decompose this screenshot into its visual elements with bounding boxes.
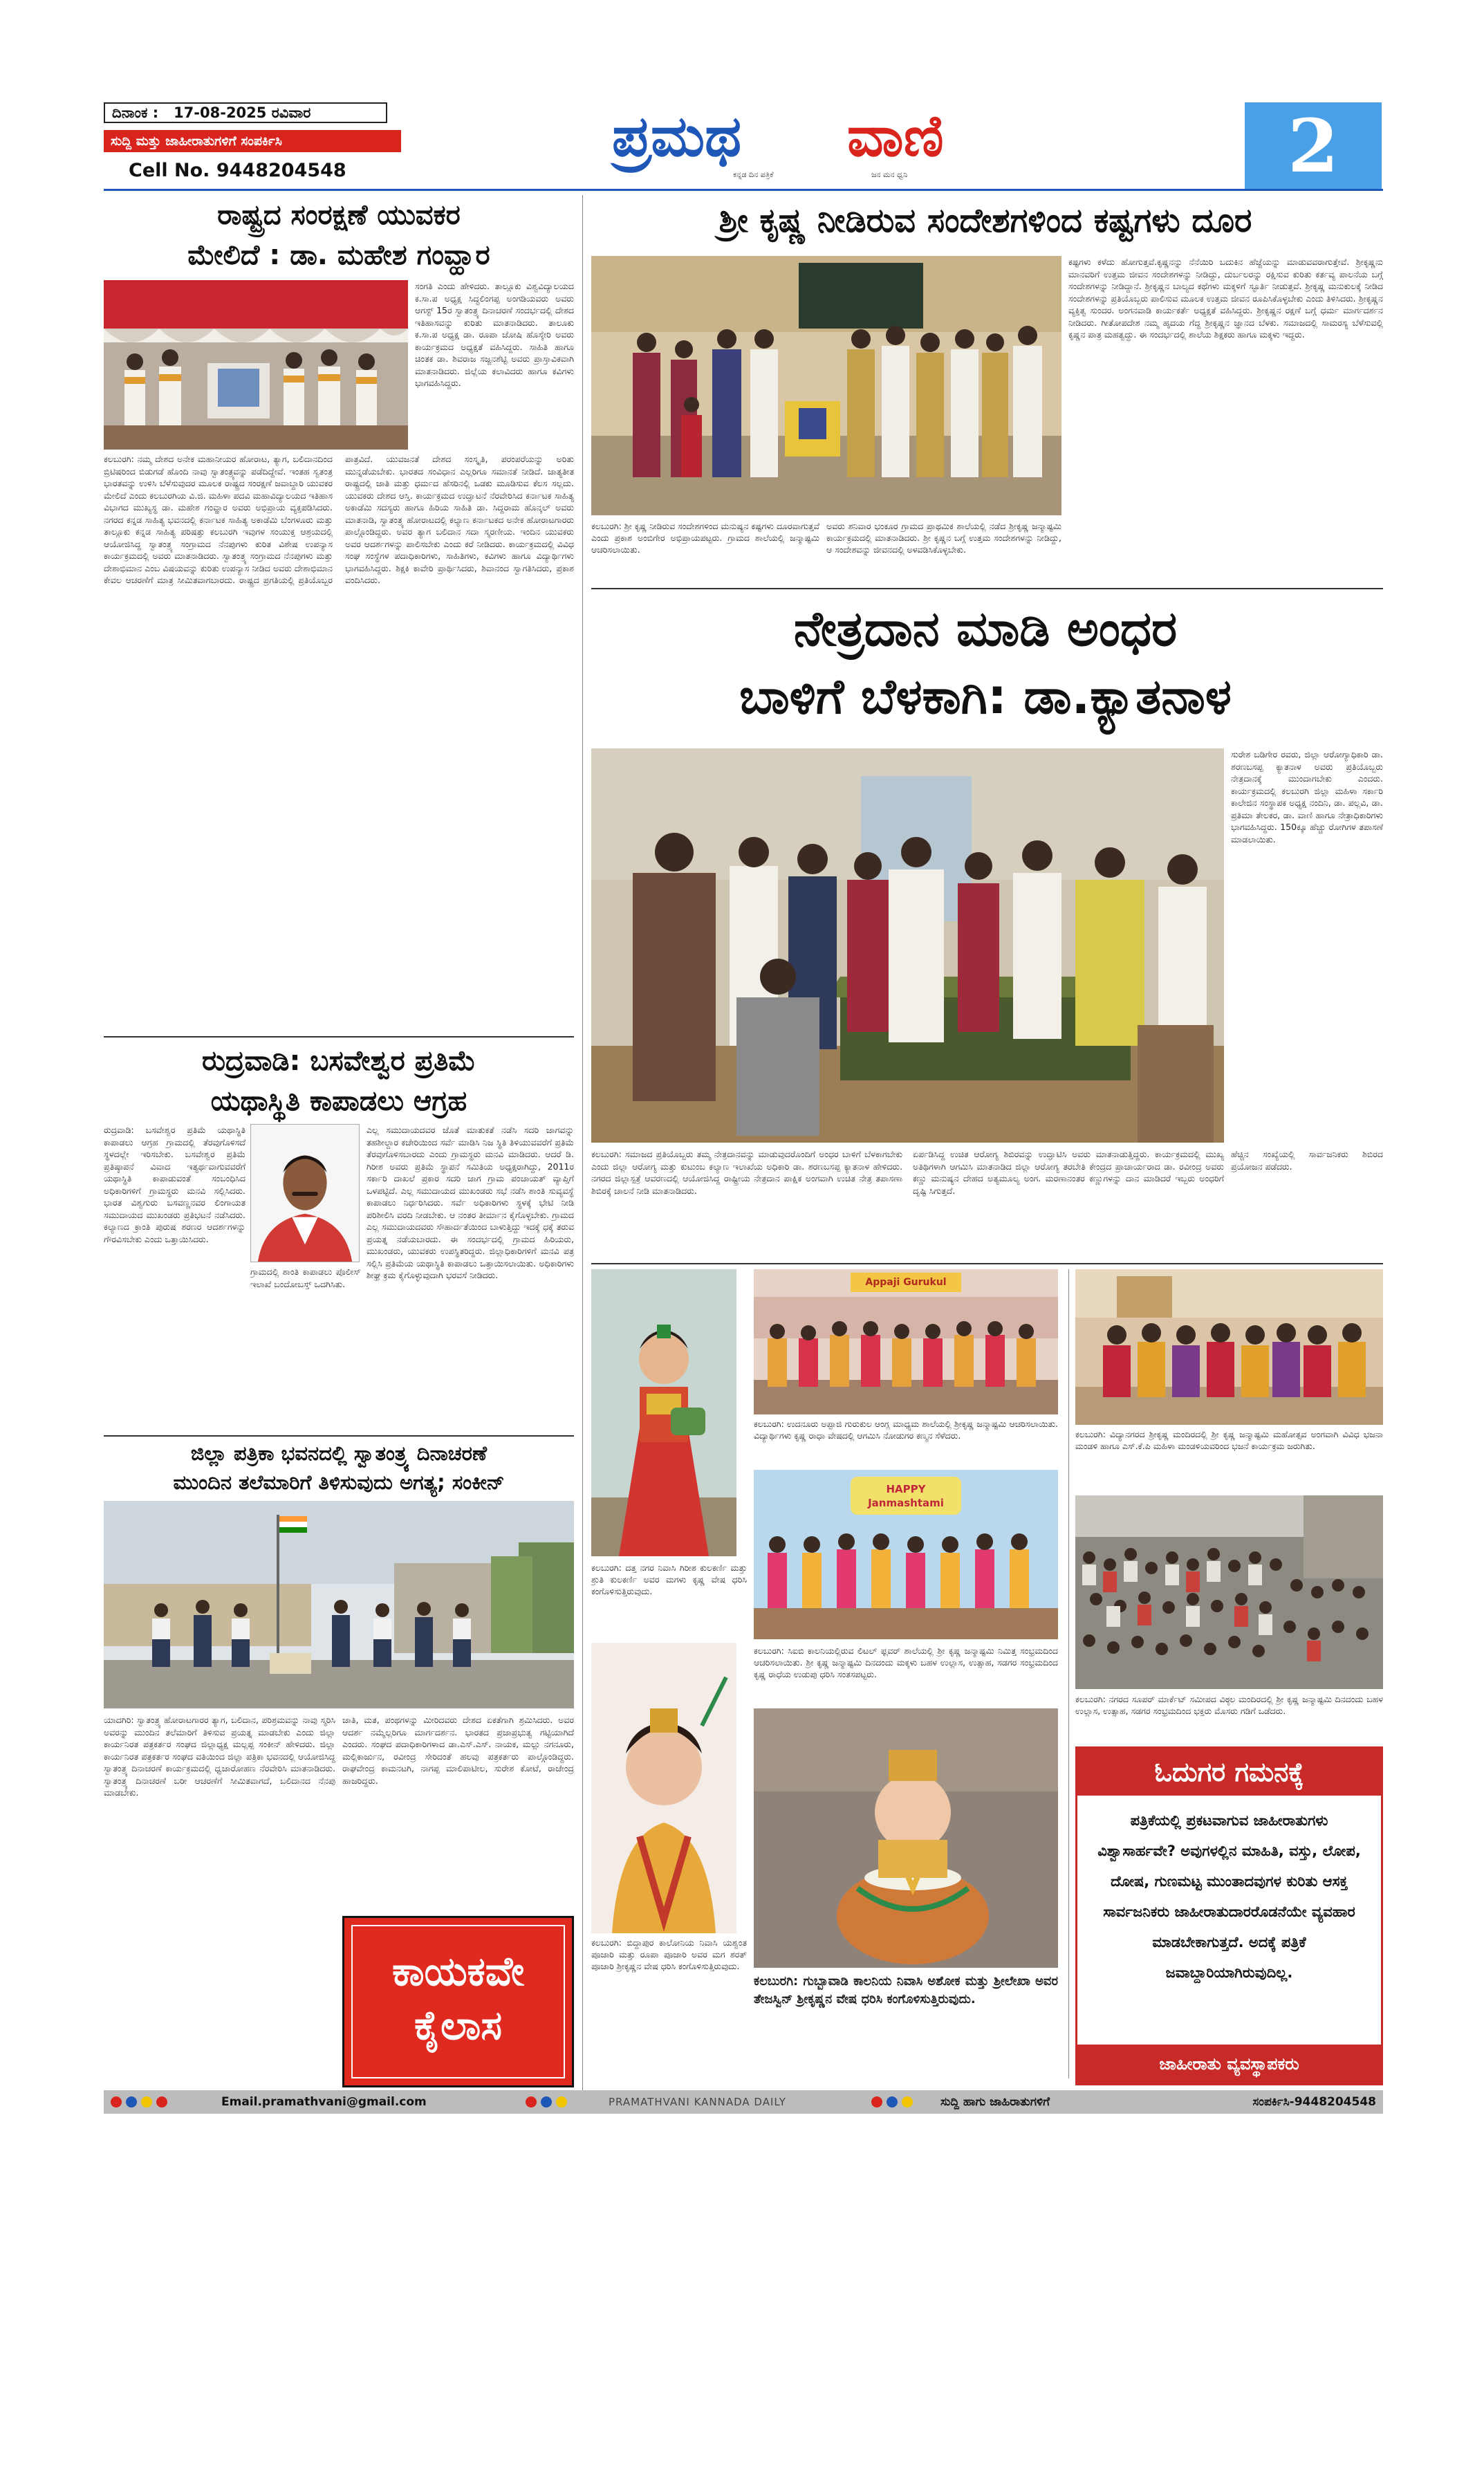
- happy-caption: ಕಲಬುರಗಿ: ಸಿಐಬಿ ಕಾಲನಿಯಲ್ಲಿರುವ ಲಿಟಲ್ ಫ್ಲವರ್ ಶಾಲೆಯಲ್ಲಿ ಶ್ರೀ ಕೃಷ್ಣ ಜನ್ಮಾಷ್ಟಮಿ ನಿಮಿತ್ತ ಸಂಭ್ರಮದಿಂದ ಆಚರಿಸಲಾಯಿತು. ಶ್ರೀ ಕೃಷ್ಣ ಜನ್ಮಾಷ್ಟಮಿ ದಿನದಂದು ಮಕ್ಕಳು ಬಹಳ ಉಲ್ಲಾಸ, ಉತ್ಸಾಹ, ಸಡಗರ ಸಂಭ್ರಮದಿಂದ ಕೃಷ್ಣ ರಾಧೆಯ ಉಡುಪು ಧರಿಸಿ ಸಂತಸಪಟ್ಟರು.: [754, 1645, 1058, 1679]
- headline-line: ನೇತ್ರದಾನ ಮಾಡಿ ಅಂಧರ: [793, 600, 1178, 657]
- girl-krishna-photo: [591, 1269, 736, 1556]
- footer-dot: [887, 2096, 898, 2108]
- eye-camp-photo: [591, 748, 1224, 1143]
- footer-dots-right: [871, 2096, 934, 2108]
- page-number-box: [1245, 102, 1382, 190]
- seminar-stage-photo: [104, 280, 408, 450]
- logo-name-part1: ಪ್ರಮಥ: [612, 104, 742, 169]
- appaji-caption: ಕಲಬುರಗಿ: ಉದನೂರು ಅಪ್ಪಾಜಿ ಗುರುಕುಲ ಆಂಗ್ಲ ಮಾಧ್ಯಮ ಶಾಲೆಯಲ್ಲಿ ಶ್ರೀಕೃಷ್ಣ ಜನ್ಮಾಷ್ಟಮಿ ಆಚರಿಸಲಾಯಿತು. ವಿದ್ಯಾರ್ಥಿಗಳು ಕೃಷ್ಣ ರಾಧಾ ವೇಷದಲ್ಲಿ ಆಗಮಿಸಿ ನೋಡುಗರ ಕಣ್ಮನ ಸೆಳೆದರು.: [754, 1419, 1058, 1441]
- eye-story-right: ಸುರೇಶ ಬಡಿಗೇರ ರವರು, ಜಿಲ್ಲಾ ಆರೋಗ್ಯಾಧಿಕಾರಿ ಡಾ. ಶರಣಬಸಪ್ಪ ಕ್ಯಾತನಾಳ ಅವರು ಪ್ರತಿಯೊಬ್ಬರು ನೇತ್ರದಾನಕ್ಕೆ ಮುಂದಾಗಬೇಕು ಎಂದರು. ಕಾರ್ಯಕ್ರಮದಲ್ಲಿ ಕಲಬುರಗಿ ಜಿಲ್ಲಾ ಮಹಿಳಾ ಸರ್ಕಾರಿ ಕಾಲೇಜಿನ ಸಂಸ್ಥಾಪಕ ಅಧ್ಯಕ್ಷ ನಂದಿನಿ, ಡಾ. ಪಲ್ಲವಿ, ಡಾ. ಪ್ರತಿಮಾ ತೇಲಕರ, ಡಾ. ವಾಣಿ ಹಾಗೂ ನೇತ್ರಾಧಿಕಾರಿಗಳು ಭಾಗವಹಿಸಿದ್ದರು. 150ಕ್ಕೂ ಹೆಚ್ಚು ರೋಗಿಗಳ ತಪಾಸಣೆ ಮಾಡಲಾಯಿತು.: [1231, 749, 1383, 845]
- column-divider-left: [582, 195, 583, 2090]
- pot-krishna-caption: ಕಲಬುರಗಿ: ಗುಬ್ಬಾವಾಡಿ ಕಾಲನಿಯ ನಿವಾಸಿ ಅಶೋಕ ಮತ್ತು ಶ್ರೀಲೇಖಾ ಅವರ ತೇಜಸ್ವಿನ್ ಶ್ರೀಕೃಷ್ಣನ ವೇಷ ಧರಿಸಿ ಕಂಗೊಳಿಸುತ್ತಿರುವುದು.: [754, 1974, 1058, 2007]
- footer-dots-mid: [526, 2096, 602, 2108]
- headline-line: ಮೇಲಿದೆ : ಡಾ. ಮಹೇಶ ಗಂವ್ಹಾರ: [187, 239, 490, 271]
- headline-eye-donation: [588, 595, 1383, 730]
- headline-krishna-messages: ಶ್ರೀ ಕೃಷ್ಣ ನೀಡಿರುವ ಸಂದೇಶಗಳಿಂದ ಕಷ್ಟಗಳು ದೂರ: [718, 201, 1252, 240]
- logo-tagline-left: ಕನ್ನಡ ದಿನ ಪತ್ರಿಕೆ: [733, 170, 774, 179]
- notice-footer: ಜಾಹೀರಾತು ವ್ಯವಸ್ಥಾಪಕರು: [1077, 2045, 1381, 2083]
- baby-krishna-caption: ಕಲಬುರಗಿ: ಬಿದ್ದಾಪುರ ಕಾಲೋನಿಯ ನಿವಾಸಿ ಯಶ್ವಂತ ಪೂಜಾರಿ ಮತ್ತು ರೂಪಾ ಪೂಜಾರಿ ಅವರ ಮಗ ಶರತ್ ಪೂಜಾರಿ ಶ್ರೀಕೃಷ್ಣನ ವೇಷ ಧರಿಸಿ ಕಂಗೊಳಿಸುತ್ತಿರುವುದು.: [591, 1937, 747, 1971]
- baby-krishna-photo: [591, 1643, 736, 1933]
- story-press-col1: ಯಾದಗಿರಿ: ಸ್ವಾತಂತ್ರ್ಯ ಹೋರಾಟಗಾರರ ತ್ಯಾಗ, ಬಲಿದಾನ, ಪರಿಶ್ರಮವನ್ನು ನಾವು ಸ್ಮರಿಸಿ ಅವರನ್ನು ಮುಂದಿನ ತಲೆಮಾರಿಗೆ ತಿಳಿಸುವ ಪ್ರಯತ್ನ ಮಾಡಬೇಕು ಎಂದು ಜಿಲ್ಲಾ ಕಾರ್ಯನಿರತ ಪತ್ರಕರ್ತರ ಸಂಘದ ಜಿಲ್ಲಾಧ್ಯಕ್ಷ ಮಲ್ಲಪ್ಪ ಸಂಕೀನ್ ಹೇಳಿದರು. ಜಿಲ್ಲಾ ಕಾರ್ಯನಿರತ ಪತ್ರಕರ್ತರ ಸಂಘದ ವತಿಯಿಂದ ಜಿಲ್ಲಾ ಪತ್ರಿಕಾ ಭವನದಲ್ಲಿ ಆಯೋಜಿಸಿದ್ದ ಸ್ವಾತಂತ್ರ್ಯ ದಿನಾಚರಣೆ ಕಾರ್ಯಕ್ರಮದಲ್ಲಿ ಧ್ವಜಾರೋಹಣ ನೆರವೇರಿಸಿ ಮಾತನಾಡಿದರು. ಸ್ವಾತಂತ್ರ್ಯ ದಿನಾಚರಣೆ ಬರೀ ಆಚರಣೆಗೆ ಸೀಮಿತವಾಗದೆ, ಬಲಿದಾನದ ನೆನಪು ಮಾಡಬೇಕು.: [104, 1715, 335, 1798]
- pot-krishna-photo: [754, 1708, 1058, 1968]
- footer-dot: [871, 2096, 882, 2108]
- appaji-sign-text: Appaji Gurukul: [865, 1277, 947, 1288]
- headline-press-bhavan: [104, 1439, 574, 1497]
- newspaper-logo: [612, 102, 1068, 185]
- date-label: ದಿನಾಂಕ : 17-08-2025 ರವಿವಾರ: [104, 102, 387, 123]
- masthead: [104, 102, 1383, 192]
- crowd-caption: ಕಲಬುರಗಿ: ನಗರದ ಸೂಪರ್ ಮಾರ್ಕೆಟ್ ಸಮೀಪದ ವಿಠ್ಠಲ ಮಂದಿರದಲ್ಲಿ ಶ್ರೀ ಕೃಷ್ಣ ಜನ್ಮಾಷ್ಟಮಿ ದಿನದಂದು ಬಹಳ ಉಲ್ಲಾಸ, ಉತ್ಸಾಹ, ಸಡಗರ ಸಂಭ್ರಮದಿಂದ ಭಕ್ತರು ಮೊಸರು ಗಡಿಗೆ ಒಡೆದರು.: [1075, 1694, 1383, 1716]
- kayakave-kailasa-ad: [342, 1916, 574, 2087]
- footer-dot: [111, 2096, 122, 2108]
- footer-dot: [126, 2096, 137, 2108]
- happy-sign-text: HAPPY Janmashtami: [868, 1483, 944, 1509]
- krishna-photo-caption: ಕಲಬುರಗಿ: ಶ್ರೀ ಕೃಷ್ಣ ನೀಡಿರುವ ಸಂದೇಶಗಳಿಂದ ಮನುಷ್ಯನ ಕಷ್ಟಗಳು ದೂರವಾಗುತ್ತವೆ ಎಂದು ಪ್ರಕಾಶ ಅಂಬಿಗೇರ ಅಭಿಪ್ರಾಯಪಟ್ಟರು. ಗ್ರಾಮದ ಶಾಲೆಯಲ್ಲಿ ಜನ್ಮಾಷ್ಟಮಿ ಆಚರಿಸಲಾಯಿತು.: [591, 521, 819, 555]
- footer-dots-left: [111, 2096, 187, 2108]
- krishna-story-beside: ಅವರು ಶನಿವಾರ ಭಂಕೂರ ಗ್ರಾಮದ ಪ್ರಾಥಮಿಕ ಶಾಲೆಯಲ್ಲಿ ನಡೆದ ಶ್ರೀಕೃಷ್ಣ ಜನ್ಮಾಷ್ಟಮಿ ಕಾರ್ಯಕ್ರಮದಲ್ಲಿ ಮಾತನಾಡಿದರು. ಶ್ರೀ ಕೃಷ್ಣನ ಬಗ್ಗೆ ಉತ್ತಮ ಸಂದೇಶಗಳನ್ನು ನೀಡಿದ್ದು, ಆ ಸಂದೇಶವನ್ನು ಜೀವನದಲ್ಲಿ ಅಳವಡಿಸಿಕೊಳ್ಳಬೇಕು.: [826, 521, 1061, 555]
- footer-dot: [156, 2096, 167, 2108]
- ad-text-line1: ಕಾಯಕವೇ: [391, 1948, 525, 1995]
- footer-dot: [141, 2096, 152, 2108]
- page-number: 2: [1288, 102, 1339, 189]
- girl-krishna-caption: ಕಲಬುರಗಿ: ದತ್ತ ನಗರ ನಿವಾಸಿ ಗಿರೀಶ ಕುಲಕರ್ಣಿ ಮತ್ತು ಶ್ರುತಿ ಕುಲಕರ್ಣಿ ಅವರ ಮಗಳು ಕೃಷ್ಣ ವೇಷ ಧರಿಸಿ ಕಂಗೊಳಿಸುತ್ತಿರುವುದು.: [591, 1562, 747, 1596]
- eye-story-col2: ಏರ್ಪಡಿಸಿದ್ದ ಉಚಿತ ಆರೋಗ್ಯ ಶಿಬಿರವನ್ನು ಉದ್ಘಾಟಿಸಿ ಅವರು ಮಾತನಾಡುತ್ತಿದ್ದರು. ಕಾರ್ಯಕ್ರಮದಲ್ಲಿ ಮುಖ್ಯ ಅತಿಥಿಗಳಾಗಿ ಆಗಮಿಸಿ ಮಾತನಾಡಿದ ಜಿಲ್ಲಾ ಆರೋಗ್ಯ ತರಬೇತಿ ಕೇಂದ್ರದ ಪ್ರಾಚಾರ್ಯರಾದ ಡಾ. ರವೀಂದ್ರ ಅವರು ಕಣ್ಣು ಮನುಷ್ಯನ ದೇಹದ ಅತ್ಯಮೂಲ್ಯ ಅಂಗ. ಮರಣಾನಂತರ ಕಣ್ಣುಗಳನ್ನು ದಾನ ಮಾಡಿದರೆ ಇಬ್ಬರು ಅಂಧರಿಗೆ ದೃಷ್ಟಿ ಸಿಗುತ್ತದೆ.: [913, 1149, 1224, 1196]
- readers-notice-box: [1075, 1746, 1383, 2085]
- footer-tagline: ಸುದ್ದಿ ಹಾಗು ಜಾಹಿರಾತುಗಳಿಗೆ: [940, 2095, 1050, 2109]
- footer-contact: ಸಂಪರ್ಕಿಸಿ-9448204548: [1252, 2095, 1376, 2109]
- crowd-photo: [1075, 1495, 1383, 1689]
- women-bhajan-photo: [1075, 1269, 1383, 1425]
- footer-dot: [541, 2096, 552, 2108]
- headline-line: ಬಾಳಿಗೆ ಬೆಳಕಾಗಿ: ಡಾ.ಕ್ಯಾತನಾಳ: [739, 668, 1232, 725]
- headline-line: ಮುಂದಿನ ತಲೆಮಾರಿಗೆ ತಿಳಿಸುವುದು ಅಗತ್ಯ; ಸಂಕೀನ್: [173, 1470, 505, 1494]
- women-bhajan-caption: ಕಲಬುರಗಿ: ವಿದ್ಯಾನಗರದ ಶ್ರೀಕೃಷ್ಣ ಮಂದಿರದಲ್ಲಿ ಶ್ರೀ ಕೃಷ್ಣ ಜನ್ಮಾಷ್ಟಮಿ ಮಹೋತ್ಸವ ಅಂಗವಾಗಿ ವಿವಿಧ ಭಜನಾ ಮಂಡಳಿ ಹಾಗೂ ಎಸ್.ಕೆ.ಪಿ ಮಹಿಳಾ ಮಂಡಳಿಯವರಿಂದ ಭಜನೆ ಕಾರ್ಯಕ್ರಮ ಜರುಗಿತು.: [1075, 1429, 1383, 1451]
- story-national-side-text: ಸಂಗತಿ ಎಂದು ಹೇಳಿದರು. ತಾಲ್ಲೂಕು ವಿಶ್ವವಿದ್ಯಾಲಯದ ಕ.ಸಾ.ಪ ಅಧ್ಯಕ್ಷ ಸಿದ್ಧಲಿಂಗಪ್ಪ ಅಂಗಡಿಯವರು ಅವರು ಆಗಸ್ಟ್ 15ರ ಸ್ವಾತಂತ್ರ್ಯ ದಿನಾಚರಣೆ ಸಂದರ್ಭದಲ್ಲಿ ದೇಶದ ಇತಿಹಾಸವನ್ನು ಕುರಿತು ಮಾತನಾಡಿದರು. ತಾಲೂಕು ಕ.ಸಾ.ಪ ಅಧ್ಯಕ್ಷ ಡಾ. ರೂಪಾ ಜೋಷಿ ಹೊಸ್ಕೇರಿ ಅವರು ಕಾರ್ಯಕ್ರಮದ ಅಧ್ಯಕ್ಷತೆ ವಹಿಸಿದ್ದರು. ಸಾಹಿತಿ ಹಾಗೂ ಚಿಂತಕ ಡಾ. ಶಿವರಾಜ ಸಜ್ಜನಶೆಟ್ಟಿ ಅವರು ಪ್ರಾಸ್ತಾವಿಕವಾಗಿ ಮಾತನಾಡಿದರು. ಜಿಲ್ಲೆಯ ಕಲಾವಿದರು ಹಾಗೂ ಕವಿಗಳು ಭಾಗವಹಿಸಿದ್ದರು.: [415, 281, 574, 388]
- footer-dot: [902, 2096, 913, 2108]
- story-national-body: ಕಲಬುರಗಿ: ನಮ್ಮ ದೇಶದ ಅನೇಕ ಮಹಾನೀಯರ ಹೋರಾಟ, ತ್ಯಾಗ, ಬಲಿದಾನದಿಂದ ಬ್ರಿಟಿಷರಿಂದ ಬಿಡುಗಡೆ ಹೊಂದಿ ನಾವು ಸ್ವಾತಂತ್ರ್ಯವನ್ನು ಪಡೆದಿದ್ದೇವೆ. ಇಂತಹ ಸ್ವತಂತ್ರ ಭಾರತವನ್ನು ಉಳಿಸಿ ಬೆಳೆಸುವುದರ ಮೂಲಕ ರಾಷ್ಟ್ರದ ಸಂರಕ್ಷಣೆ ಜವಾಬ್ದಾರಿ ಯುವಕರ ಮೇಲಿದೆ ಎಂದು ಕಲಬುರಗಿಯ ವಿ.ಜಿ. ಮಹಿಳಾ ಪದವಿ ಮಹಾವಿದ್ಯಾಲಯದ ಇತಿಹಾಸ ವಿಭಾಗದ ಮುಖ್ಯಸ್ಥ ಡಾ. ಮಹೇಶ ಗಂವ್ಹಾರ ಅವರು ಅಭಿಪ್ರಾಯ ವ್ಯಕ್ತಪಡಿಸಿದರು. ನಗರದ ಕನ್ನಡ ಸಾಹಿತ್ಯ ಭವನದಲ್ಲಿ ಕರ್ನಾಟಕ ಸಾಹಿತ್ಯ ಅಕಾಡೆಮಿ ಬೆಂಗಳೂರು ಮತ್ತು ತಾಲ್ಲೂಕು ಕನ್ನಡ ಸಾಹಿತ್ಯ ಪರಿಷತ್ತು ಕಲಬುರಗಿ ಇವುಗಳ ಸಂಯುಕ್ತ ಆಶ್ರಯದಲ್ಲಿ ಆಯೋಜಿಸಿದ್ದ ಸ್ವಾತಂತ್ರ್ಯ ಸಂಗ್ರಾಮದ ನೆನಪುಗಳು ಕುರಿತ ವಿಶೇಷ ಉಪನ್ಯಾಸ ಕಾರ್ಯಕ್ರಮದಲ್ಲಿ ಅವರು ಮಾತನಾಡಿದರು. ಸ್ವಾತಂತ್ರ್ಯ ಸಂಗ್ರಾಮದ ನೆನಪುಗಳು ಮತ್ತು ದೇಶಾಭಿಮಾನ ಎಂಬ ವಿಷಯವನ್ನು ಕುರಿತು ಉಪನ್ಯಾಸ ನೀಡಿದ ಅವರು ದೇಶಾಭಿಮಾನ ಕೇವಲ ಆಚರಣೆಗೆ ಮಾತ್ರ ಸೀಮಿತವಾಗಬಾರದು. ರಾಷ್ಟ್ರದ ಪ್ರಗತಿಯಲ್ಲಿ ಪ್ರತಿಯೊಬ್ಬರ ಪಾತ್ರವಿದೆ. ಯುವಜನತೆ ದೇಶದ ಸಂಸ್ಕೃತಿ, ಪರಂಪರೆಯನ್ನು ಅರಿತು ಮುನ್ನಡೆಯಬೇಕು. ಭಾರತದ ಸಂವಿಧಾನ ಎಲ್ಲರಿಗೂ ಸಮಾನತೆ ನೀಡಿದೆ. ಜಾತ್ಯತೀತ ರಾಷ್ಟ್ರದಲ್ಲಿ ಜಾತಿ ಮತ್ತು ಧರ್ಮದ ಹೆಸರಿನಲ್ಲಿ ಒಡಕು ಮೂಡಿಸುವ ಕೆಲಸ ಸಲ್ಲದು. ಯುವಕರು ದೇಶದ ಆಸ್ತಿ. ಕಾರ್ಯಕ್ರಮದ ಉದ್ಘಾಟನೆ ನೆರವೇರಿಸಿದ ಕರ್ನಾಟಕ ಸಾಹಿತ್ಯ ಅಕಾಡೆಮಿ ಸದಸ್ಯರು ಹಾಗೂ ಹಿರಿಯ ಸಾಹಿತಿ ಡಾ. ಸಿದ್ದರಾಮ ಹೊನ್ಕಲ್ ಅವರು ಮಾತನಾಡಿ, ಸ್ವಾತಂತ್ರ್ಯ ಹೋರಾಟದಲ್ಲಿ ಕಲ್ಯಾಣ ಕರ್ನಾಟಕದ ಅನೇಕ ಹೋರಾಟಗಾರರು ಪಾಲ್ಗೊಂಡಿದ್ದರು. ಅವರ ತ್ಯಾಗ ಬಲಿದಾನ ಸದಾ ಸ್ಮರಣೀಯ. ಇಂದಿನ ಯುವಕರು ಅವರ ಆದರ್ಶಗಳನ್ನು ಪಾಲಿಸಬೇಕು ಎಂದು ಕರೆ ನೀಡಿದರು. ಕಾರ್ಯಕ್ರಮದಲ್ಲಿ ವಿವಿಧ ಸಂಘ ಸಂಸ್ಥೆಗಳ ಪದಾಧಿಕಾರಿಗಳು, ಸಾಹಿತಿಗಳು, ಕವಿಗಳು ಹಾಗೂ ವಿದ್ಯಾರ್ಥಿಗಳು ಭಾಗವಹಿಸಿದ್ದರು. ಶಿಕ್ಷಕಿ ಕಾವೇರಿ ಪ್ರಾರ್ಥಿಸಿದರು, ಶಿವಾನಂದ ಸ್ವಾಗತಿಸಿದರು, ಪ್ರಕಾಶ ವಂದಿಸಿದರು.: [104, 454, 574, 585]
- footer-bar: [104, 2090, 1383, 2114]
- eye-story-col3: ಹೆಚ್ಚಿನ ಸಂಖ್ಯೆಯಲ್ಲಿ ಸಾರ್ವಜನಿಕರು ಶಿಬಿರದ ಪ್ರಯೋಜನ ಪಡೆದರು.: [1231, 1149, 1383, 1172]
- date-value: 17-08-2025 ರವಿವಾರ: [174, 104, 311, 121]
- eye-story-col1: ಕಲಬುರಗಿ: ಸಮಾಜದ ಪ್ರತಿಯೊಬ್ಬರು ತಮ್ಮ ನೇತ್ರದಾನವನ್ನು ಮಾಡುವುದರೊಂದಿಗೆ ಅಂಧರ ಬಾಳಿಗೆ ಬೆಳಕಾಗಬೇಕು ಎಂದು ಜಿಲ್ಲಾ ಆರೋಗ್ಯ ಮತ್ತು ಕುಟುಂಬ ಕಲ್ಯಾಣ ಇಲಾಖೆಯ ಅಧಿಕಾರಿ ಡಾ. ಶರಣಬಸಪ್ಪ ಕ್ಯಾತನಾಳ ಹೇಳಿದರು. ನಗರದ ಜಿಲ್ಲಾಸ್ಪತ್ರೆ ಆವರಣದಲ್ಲಿ ಆಯೋಜಿಸಿದ್ದ ರಾಷ್ಟ್ರೀಯ ನೇತ್ರದಾನ ಪಾಕ್ಷಿಕ ಅಂಗವಾಗಿ ಉಚಿತ ನೇತ್ರ ತಪಾಸಣಾ ಶಿಬಿರಕ್ಕೆ ಚಾಲನೆ ನೀಡಿ ಮಾತನಾಡಿದರು.: [591, 1149, 902, 1196]
- flag-hoisting-photo: [104, 1501, 574, 1708]
- happy-janmashtami-photo: [754, 1470, 1058, 1639]
- headline-line: ರಾಷ್ಟ್ರದ ಸಂರಕ್ಷಣೆ ಯುವಕರ: [217, 199, 461, 231]
- column-divider-right: [1068, 1269, 1069, 2078]
- headline-basaveshwara-statue: [104, 1041, 574, 1121]
- headline-line: ರುದ್ರವಾಡಿ: ಬಸವೇಶ್ವರ ಪ್ರತಿಮೆ: [202, 1045, 476, 1077]
- headline-line: ಯಥಾಸ್ಥಿತಿ ಕಾಪಾಡಲು ಆಗ್ರಹ: [210, 1085, 467, 1117]
- story-basaveshwara-continued: ಗ್ರಾಮದಲ್ಲಿ ಶಾಂತಿ ಕಾಪಾಡಲು ಪೊಲೀಸ್ ಇಲಾಖೆ ಬಂದೋಬಸ್ತ್ ಒದಗಿಸಿತು.: [250, 1266, 361, 1289]
- krishna-story-continued: ಕಷ್ಟಗಳು ಕಳೆದು ಹೋಗುತ್ತವೆ.ಕೃಷ್ಣನನ್ನು ನೆನೆಯಿರಿ ಬದುಕಿನ ಹೆಜ್ಜೆಯನ್ನು ಮಾಡುವವರಾಗುತ್ತೇವೆ. ಶ್ರೀಕೃಷ್ಣನು ಮಾನವರಿಗೆ ಉತ್ತಮ ಜೀವನ ಸಂದೇಶಗಳನ್ನು ನೀಡಿದ್ದು, ದುರ್ಬಲರನ್ನು ರಕ್ಷಿಸುವ ಕುರಿತು ಕರ್ತವ್ಯ ಪಾಲನೆಯ ಬಗ್ಗೆ ಸಂದೇಶಗಳನ್ನು ನೀಡಿದ್ದಾನೆ. ಶ್ರೀಕೃಷ್ಣನ ಬಾಲ್ಯದ ಕಥೆಗಳು ಮಕ್ಕಳಿಗೆ ಸ್ಫೂರ್ತಿ ನೀಡುತ್ತವೆ. ಶ್ರೀಕೃಷ್ಣ ಮನುಕುಲಕ್ಕೆ ನೀಡಿದ ಸಂದೇಶಗಳನ್ನು ಪ್ರತಿಯೊಬ್ಬರು ಪಾಲಿಸುವ ಮೂಲಕ ಉತ್ತಮ ಜೀವನ ರೂಪಿಸಿಕೊಳ್ಳಬೇಕು ಎಂದು ತಿಳಿಸಿದರು. ಶ್ರೀಕೃಷ್ಣನ ವ್ಯಕ್ತಿತ್ವ ಸುಂದರ. ಅಂಗನವಾಡಿ ಕಾರ್ಯಕರ್ತೆ ಅಧ್ಯಕ್ಷತೆ ವಹಿಸಿದ್ದರು. ಶ್ರೀಕೃಷ್ಣನ ರಕ್ಷಣೆ ಬಗ್ಗೆ ಧರ್ಮ ಮಾರ್ಗದರ್ಶನ ನೀಡಿದರು. ಗೀತೋಪದೇಶ ನಮ್ಮ ಹೃದಯ ಗೆದ್ದ ಶ್ರೀಕೃಷ್ಣನ ಜ್ಞಾನದ ಬೆಳಕು. ಸಮಾಜದಲ್ಲಿ ಸಾಮರಸ್ಯ ಬೆಳೆಸುವಲ್ಲಿ ಕೃಷ್ಣನ ಪಾತ್ರ ಮಹತ್ವದ್ದು. ಈ ಸಂದರ್ಭದಲ್ಲಿ ಶಾಲೆಯ ಶಿಕ್ಷಕರು ಹಾಗೂ ಮಕ್ಕಳು ಇದ್ದರು.: [1068, 257, 1383, 340]
- footer-email[interactable]: Email.pramathvani@gmail.com: [221, 2095, 427, 2109]
- footer-dot: [556, 2096, 567, 2108]
- headline-national-protection: [104, 195, 574, 275]
- story-press-col2: ಜಾತಿ, ಮತ, ಪಂಥಗಳನ್ನು ಮೀರಿದವರು ದೇಶದ ಏಕತೆಗಾಗಿ ಶ್ರಮಿಸಿದರು. ಅವರ ಆದರ್ಶ ನಮ್ಮೆಲ್ಲರಿಗೂ ಮಾರ್ಗದರ್ಶನ. ಭಾರತದ ಪ್ರಜಾಪ್ರಭುತ್ವ ಗಟ್ಟಿಯಾಗಿದೆ ಎಂದರು. ಸಂಘದ ಪದಾಧಿಕಾರಿಗಳಾದ ಡಾ.ಎಸ್.ಎಸ್. ನಾಯಕ, ಮಲ್ಲು ನಗನೂರು, ಮಲ್ಲಿಕಾರ್ಜುನ, ರವೀಂದ್ರ ಸೇರಿದಂತೆ ಹಲವು ಪತ್ರಕರ್ತರು ಪಾಲ್ಗೊಂಡಿದ್ದರು. ರಾಘವೇಂದ್ರ ಕಾಮನಟಗಿ, ನಾಗಪ್ಪ ಮಾಲಿಪಾಟೀಲ, ಸುರೇಶ ಕೋಟೆ, ರಾಜೇಂದ್ರ ಹಾಜರಿದ್ದರು.: [342, 1715, 574, 1786]
- footer-paper-name: PRAMATHVANI KANNADA DAILY: [609, 2096, 786, 2108]
- footer-dot: [526, 2096, 537, 2108]
- notice-title: ಓದುಗರ ಗಮನಕ್ಕೆ: [1077, 1749, 1381, 1796]
- cell-number: Cell No. 9448204548: [129, 160, 346, 181]
- headline-line: ಜಿಲ್ಲಾ ಪತ್ರಿಕಾ ಭವನದಲ್ಲಿ ಸ್ವಾತಂತ್ರ್ಯ ದಿನಾಚರಣೆ: [190, 1441, 488, 1465]
- portrait-photo: [250, 1124, 360, 1262]
- story-basaveshwara-body: ಎಲ್ಲ ಸಮುದಾಯದವರ ಜೊತೆ ಮಾತುಕತೆ ನಡೆಸಿ ಸದರಿ ಜಾಗವನ್ನು ತಹಶೀಲ್ದಾರ ಕಚೇರಿಯಿಂದ ಸರ್ವೆ ಮಾಡಿಸಿ ನಿಜ ಸ್ಥಿತಿ ತಿಳಿಯುವವರೆಗೆ ಪ್ರತಿಮೆ ತೆರವುಗೊಳಿಸಬಾರದು ಎಂದು ಗ್ರಾಮಸ್ಥರು ಮನವಿ ಮಾಡಿದರು. ಆದರೆ ಡಿ. ಗಿರೀಶ ಅವರು ಪ್ರತಿಮೆ ಸ್ಥಾಪನೆ ಸಮಿತಿಯ ಅಧ್ಯಕ್ಷರಾಗಿದ್ದು, 2011ರ ಸರ್ಕಾರಿ ದಾಖಲೆ ಪ್ರಕಾರ ಸದರಿ ಜಾಗ ಗ್ರಾಮ ಪಂಚಾಯತ್ ವ್ಯಾಪ್ತಿಗೆ ಒಳಪಟ್ಟಿದೆ. ಎಲ್ಲ ಸಮುದಾಯದ ಮುಖಂಡರು ಸಭೆ ನಡೆಸಿ ಶಾಂತಿ ಸುವ್ಯವಸ್ಥೆ ಕಾಪಾಡಲು ನಿರ್ಧರಿಸಿದರು. ಸರ್ವೆ ಅಧಿಕಾರಿಗಳು ಸ್ಥಳಕ್ಕೆ ಭೇಟಿ ನೀಡಿ ಪರಿಶೀಲಿಸಿ ವರದಿ ನೀಡಬೇಕು. ಆ ನಂತರ ತೀರ್ಮಾನ ಕೈಗೊಳ್ಳಬೇಕು. ಗ್ರಾಮದ ಎಲ್ಲ ಸಮುದಾಯದವರು ಸೌಹಾರ್ದತೆಯಿಂದ ಬಾಳುತ್ತಿದ್ದು ಇದಕ್ಕೆ ಧಕ್ಕೆ ತರುವ ಪ್ರಯತ್ನ ನಡೆಯಬಾರದು. ಈ ಸಂದರ್ಭದಲ್ಲಿ ಗ್ರಾಮದ ಹಿರಿಯರು, ಮುಖಂಡರು, ಯುವಕರು ಉಪಸ್ಥಿತರಿದ್ದರು. ಜಿಲ್ಲಾಧಿಕಾರಿಗಳಿಗೆ ಮನವಿ ಪತ್ರ ಸಲ್ಲಿಸಿ ಪ್ರತಿಮೆಯ ಯಥಾಸ್ಥಿತಿ ಕಾಪಾಡಲು ಒತ್ತಾಯಿಸಲಾಯಿತು. ಅಧಿಕಾರಿಗಳು ಶೀಘ್ರ ಕ್ರಮ ಕೈಗೊಳ್ಳುವುದಾಗಿ ಭರವಸೆ ನೀಡಿದರು.: [367, 1125, 574, 1280]
- logo-tagline-right: ಜನ ಮನ ಧ್ವನಿ: [871, 170, 908, 179]
- krishna-school-photo: [591, 256, 1061, 515]
- contact-banner: ಸುದ್ದಿ ಮತ್ತು ಜಾಹೀರಾತುಗಳಿಗೆ ಸಂಪರ್ಕಿಸಿ: [104, 130, 401, 152]
- logo-name-part2: ವಾಣಿ: [847, 104, 944, 169]
- ad-text-line2: ಕೈಲಾಸ: [414, 2002, 503, 2049]
- story-basaveshwara-side: ರುದ್ರವಾಡಿ: ಬಸವೇಶ್ವರ ಪ್ರತಿಮೆ ಯಥಾಸ್ಥಿತಿ ಕಾಪಾಡಲು ಆಗ್ರಹ ಗ್ರಾಮದಲ್ಲಿ ತೆರವುಗೊಳಿಸದೆ ಸ್ಥಳದಲ್ಲೇ ಇರಿಸಬೇಕು. ಬಸವೇಶ್ವರ ಪ್ರತಿಮೆ ಪ್ರತಿಷ್ಠಾಪನೆ ವಿವಾದ ಇತ್ಯರ್ಥವಾಗುವವರೆಗೆ ಯಥಾಸ್ಥಿತಿ ಕಾಪಾಡುವಂತೆ ಸಂಬಂಧಿಸಿದ ಅಧಿಕಾರಿಗಳಿಗೆ ಗ್ರಾಮಸ್ಥರು ಮನವಿ ಸಲ್ಲಿಸಿದರು. ಭಾರತ ವಿಶ್ವಗುರು ಬಸವಣ್ಣನವರ ಲಿಂಗಾಯತ ಸಮುದಾಯದ ಮುಖಂಡರು ಪ್ರತಿಭಟನೆ ನಡೆಸಿದರು. ಕಲ್ಯಾಣದ ಕ್ರಾಂತಿ ಪುರುಷ ಶರಣರ ಆದರ್ಶಗಳನ್ನು ಗೌರವಿಸಬೇಕು ಎಂದು ಒತ್ತಾಯಿಸಿದರು.: [104, 1125, 245, 1244]
- appaji-gurukul-photo: [754, 1269, 1058, 1414]
- notice-body: ಪತ್ರಿಕೆಯಲ್ಲಿ ಪ್ರಕಟವಾಗುವ ಜಾಹೀರಾತುಗಳು ವಿಶ್ವಾಸಾರ್ಹವೇ? ಅವುಗಳಲ್ಲಿನ ಮಾಹಿತಿ, ವಸ್ತು, ಲೋಪ, ದೋಷ, ಗುಣಮಟ್ಟ ಮುಂತಾದವುಗಳ ಕುರಿತು ಆಸಕ್ತ ಸಾರ್ವಜನಿಕರು ಜಾಹೀರಾತುದಾರರೊಡನೆಯೇ ವ್ಯವಹಾರ ಮಾಡಬೇಕಾಗುತ್ತದೆ. ಅದಕ್ಕೆ ಪತ್ರಿಕೆ ಜವಾಬ್ದಾರಿಯಾಗಿರುವುದಿಲ್ಲ.: [1097, 1812, 1361, 1981]
